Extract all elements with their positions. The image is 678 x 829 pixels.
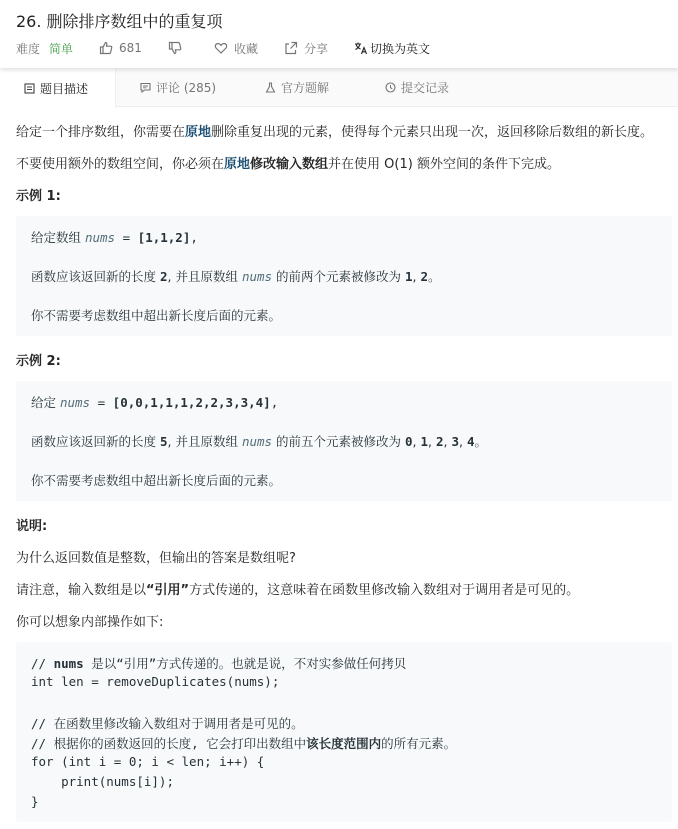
text: 。: [474, 434, 487, 449]
thumbs-up-icon: [99, 41, 113, 55]
comment: // 根据你的函数返回的长度, 它会打印出数组中: [31, 736, 307, 751]
separator: ,: [458, 434, 467, 449]
note-heading: 说明:: [16, 519, 48, 534]
example-1-heading: 示例 1:: [16, 189, 61, 204]
value: 2: [420, 269, 429, 284]
example-1-block: [16, 216, 672, 336]
description-paragraph-2: [16, 153, 560, 172]
share-icon: [284, 41, 298, 55]
separator: ,: [428, 434, 436, 449]
text: 方式传递的，这意味着在函数里修改输入数组对于调用者是可见的。: [189, 583, 580, 598]
tab-comments-label: 评论 (285): [156, 81, 217, 95]
code-line-5: for (int i = 0; i < len; i++) {: [31, 754, 265, 769]
text: 给定: [31, 395, 60, 410]
text: , 并且原数组: [167, 269, 242, 284]
example-2-line-1: [31, 393, 278, 411]
note-reference: [16, 579, 579, 598]
code-block: [16, 642, 672, 822]
text: 给定数组: [31, 230, 85, 245]
code-line-3: // 在函数里修改输入数组对于调用者是可见的。: [31, 716, 304, 731]
example-1-line-1: [31, 228, 198, 246]
switch-language-button[interactable]: [354, 40, 430, 57]
text: 的前两个元素被修改为: [272, 269, 405, 284]
switch-language-label: 切换为英文: [369, 41, 430, 56]
problem-header: [0, 0, 678, 68]
code-line-1: [31, 654, 406, 672]
separator: ,: [443, 434, 452, 449]
array-value: [1,1,2]: [137, 230, 191, 245]
text: 函数应该返回新的长度: [31, 434, 160, 449]
difficulty-label: 难度: [16, 41, 41, 56]
note-imagine: 你可以想象内部操作如下:: [16, 615, 164, 630]
comment: 是以“引用”方式传递的。也就是说，不对实参做任何拷贝: [83, 656, 407, 671]
example-2-line-2: [31, 432, 487, 450]
note-question: 为什么返回数值是整数，但输出的答案是数组呢?: [16, 551, 296, 566]
example-2-heading: 示例 2:: [16, 354, 61, 369]
return-length: 2: [159, 269, 168, 284]
text: =: [115, 230, 138, 245]
translate-icon: [354, 41, 368, 55]
document-icon: [24, 83, 35, 94]
thumbs-down-icon: [168, 41, 182, 55]
comment: //: [31, 656, 54, 671]
separator: ,: [412, 269, 421, 284]
text: 给定一个排序数组，你需要在: [16, 125, 186, 140]
array-value: [0,0,1,1,1,2,2,3,3,4]: [112, 395, 271, 410]
value: 1: [405, 269, 413, 284]
separator: ,: [412, 434, 421, 449]
example-2-line-3: 你不需要考虑数组中超出新长度后面的元素。: [31, 473, 282, 488]
favorite-label: 收藏: [233, 41, 258, 56]
value: 2: [435, 434, 444, 449]
share-label: 分享: [303, 41, 328, 56]
tab-submissions[interactable]: [385, 68, 449, 107]
heart-icon: [214, 41, 228, 55]
dislike-button[interactable]: [168, 41, 188, 55]
value: 1: [420, 434, 429, 449]
like-button[interactable]: [99, 41, 142, 55]
text: 不要使用额外的数组空间，你必须在: [16, 157, 225, 172]
clock-icon: [385, 82, 396, 93]
return-length: 5: [159, 434, 168, 449]
var-nums: nums: [241, 434, 273, 449]
code-line-2: int len = removeDuplicates(nums);: [31, 674, 280, 689]
tab-submissions-label: 提交记录: [401, 81, 450, 95]
highlight-modify-input: 修改输入数组: [250, 157, 329, 172]
favorite-button[interactable]: [214, 40, 258, 57]
code-line-7: }: [31, 794, 39, 809]
tab-description[interactable]: [0, 68, 116, 108]
text: 删除重复出现的元素，使得每个元素只出现一次，返回移除后数组的新长度。: [211, 125, 654, 140]
text: 并在使用 O(1) 额外空间的条件下完成。: [328, 157, 560, 172]
text: ,: [270, 395, 279, 410]
value: 0: [405, 434, 413, 449]
var-nums: nums: [84, 230, 116, 245]
highlight-range: 该长度范围内: [306, 736, 382, 751]
like-count: 681: [119, 41, 142, 55]
example-2-block: [16, 381, 672, 501]
tab-bar: [0, 68, 678, 107]
text: , 并且原数组: [167, 434, 242, 449]
var-nums: nums: [241, 269, 273, 284]
difficulty-value: 简单: [49, 41, 74, 56]
tab-solution[interactable]: [265, 68, 329, 107]
highlight-in-place: 原地: [185, 125, 212, 140]
example-1-line-3: 你不需要考虑数组中超出新长度后面的元素。: [31, 308, 282, 323]
share-button[interactable]: [284, 40, 328, 57]
text: 函数应该返回新的长度: [31, 269, 160, 284]
problem-title: 26. 删除排序数组中的重复项: [16, 12, 223, 31]
tab-solution-label: 官方题解: [281, 81, 330, 95]
tab-comments[interactable]: [140, 68, 216, 107]
code-line-4: [31, 734, 456, 752]
var-nums: nums: [59, 395, 91, 410]
flask-icon: [265, 82, 276, 93]
value: 3: [451, 434, 459, 449]
text: =: [90, 395, 113, 410]
comment: 的所有元素。: [381, 736, 457, 751]
comment-icon: [140, 82, 151, 93]
tab-description-label: 题目描述: [40, 81, 89, 96]
text: 。: [428, 269, 441, 284]
example-1-line-2: [31, 267, 441, 285]
highlight-reference: “引用”: [146, 583, 190, 598]
highlight-in-place: 原地: [224, 157, 251, 172]
text: 请注意，输入数组是以: [16, 583, 147, 598]
var-nums: nums: [53, 656, 84, 671]
problem-meta: [16, 39, 430, 57]
value: 4: [466, 434, 475, 449]
description-paragraph-1: [16, 121, 653, 140]
text: 的前五个元素被修改为: [272, 434, 405, 449]
text: ,: [190, 230, 198, 245]
code-line-6: print(nums[i]);: [31, 774, 174, 789]
